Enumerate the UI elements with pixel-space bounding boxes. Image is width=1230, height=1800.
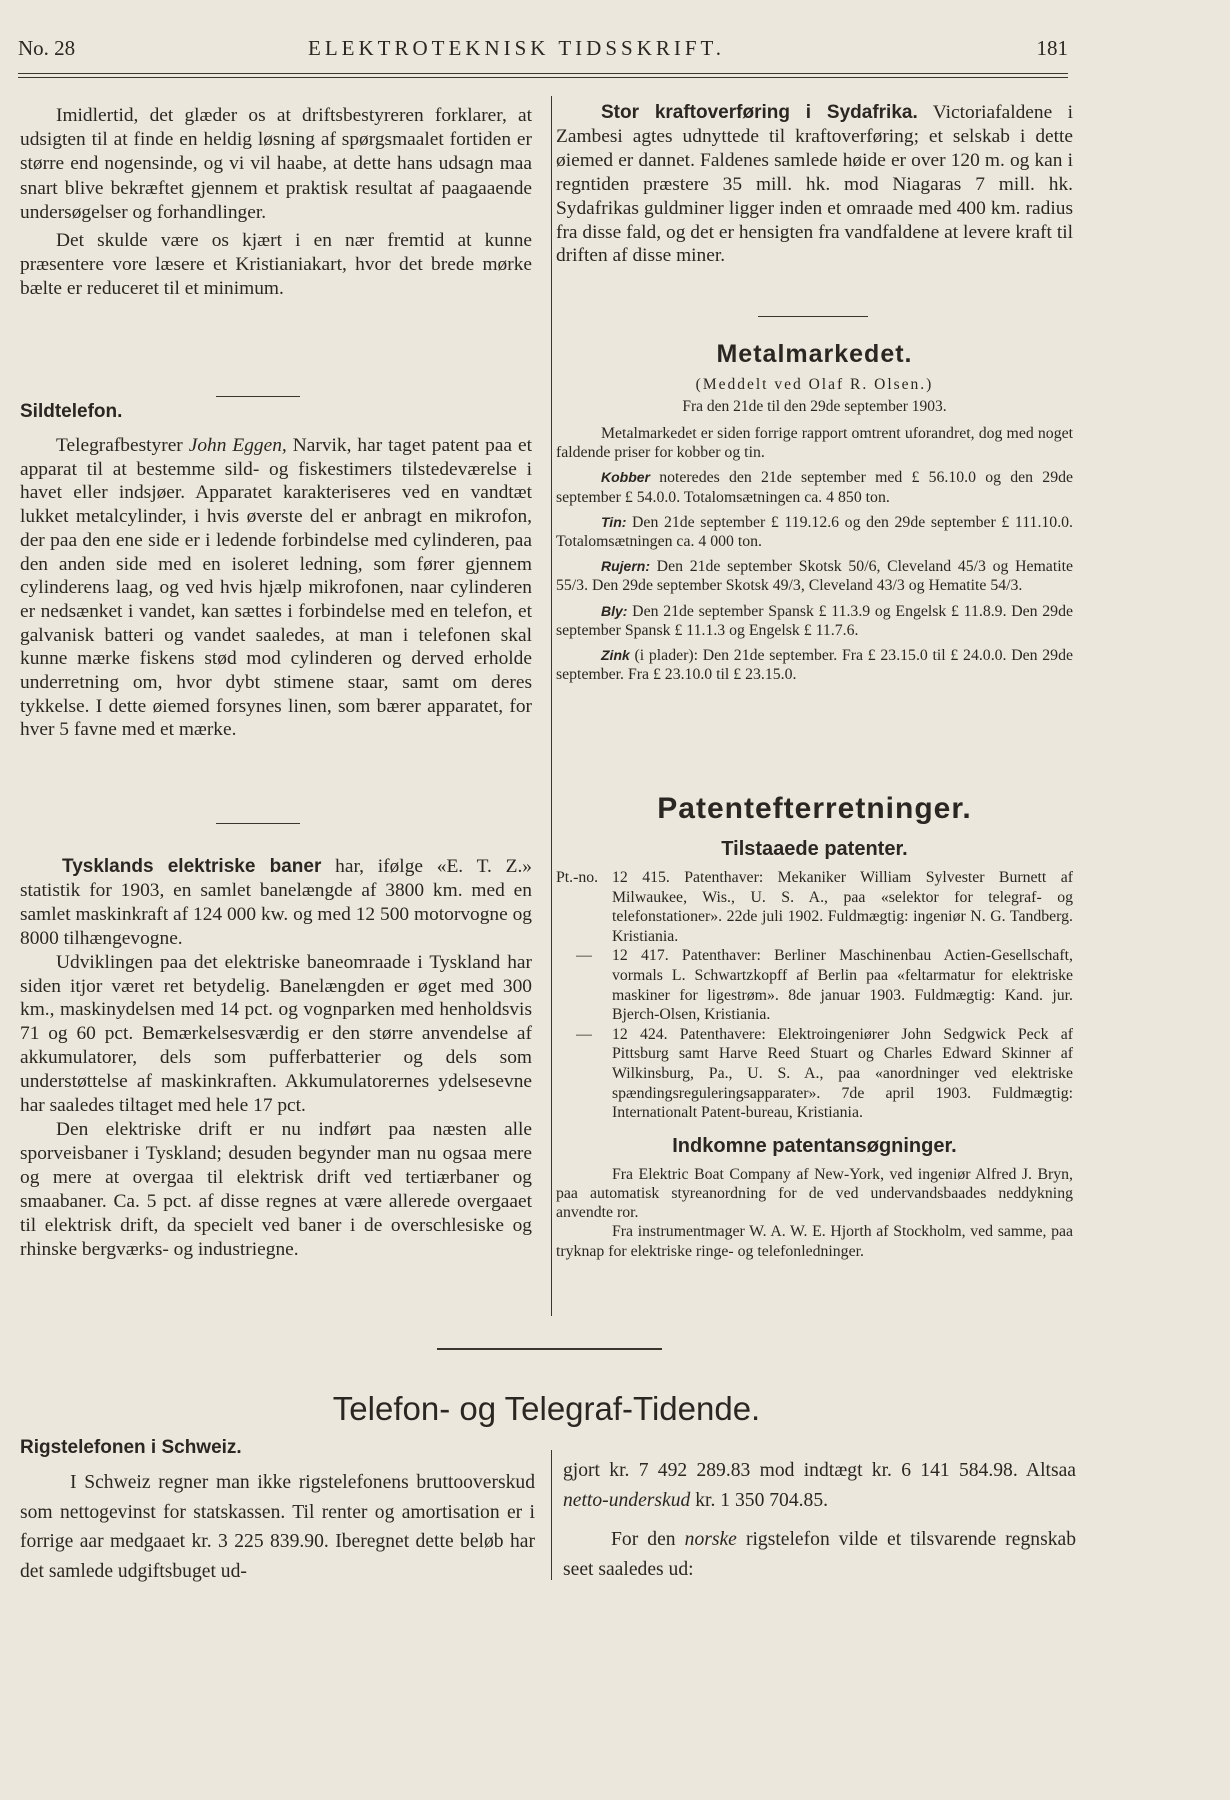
norske-text-b: rigstelefon vilde et tilsvarende regnskab seet saaledes ud: bbox=[563, 1529, 1076, 1580]
column-divider bbox=[551, 1450, 552, 1580]
bly-label: Bly: bbox=[601, 602, 628, 619]
intro-paragraph: Imidlertid, det glæder os at driftsbestyreren forklarer, at udsigten til at finde en heldig løsning af spørgsmaalet fortiden er større end nogensinde, og vi vil haabe, at dette hans udsagn maa snart blive bekræftet gjennem et praktisk resultat af paagaaende undersøgelser og forhandlinger. bbox=[20, 105, 532, 223]
bly-entry bbox=[556, 602, 1073, 640]
norske-word: norske bbox=[684, 1529, 737, 1551]
kobber-entry bbox=[556, 468, 1073, 506]
zink-entry bbox=[556, 646, 1073, 684]
norske-text-a: For den bbox=[611, 1529, 685, 1551]
left-column bbox=[20, 104, 532, 302]
tyskland-paragraph-1 bbox=[20, 855, 532, 951]
kobber-label: Kobber bbox=[601, 469, 650, 486]
indkomne-paragraph-1: Fra Elektric Boat Company af New-York, ved ingeniør Alfred J. Bryn, paa automatisk styreanordning for de ved undervandsbaades neddykning anvendte ror. bbox=[556, 1165, 1073, 1222]
sildtelefon-article bbox=[20, 400, 532, 742]
patent-label: Pt.-no. bbox=[556, 869, 599, 886]
patent-entry bbox=[556, 1025, 1073, 1123]
rujern-label: Rujern: bbox=[601, 558, 650, 575]
patent-section bbox=[556, 790, 1073, 1261]
metalmarkedet-title: Metalmarkedet. bbox=[716, 340, 913, 368]
tin-text: Den 21de september £ 119.12.6 og den 29de september £ 111.10.0. Totalomsætningen ca. 4 000 ton. bbox=[556, 513, 1073, 551]
rujern-text: Den 21de september Skotsk 50/6, Cleveland 45/3 og Hematite 55/3. Den 29de september Skotsk 49/3, Cleveland 43/3 og Hematite 54/3. bbox=[556, 558, 1073, 595]
norske-paragraph bbox=[563, 1525, 1076, 1584]
sydafrika-paragraph bbox=[556, 101, 1073, 268]
patent-label: — bbox=[576, 947, 592, 965]
sildtelefon-text-b: Narvik, har taget patent paa et apparat til at bestemme sild- og fiskestimers tilstedeværelse i havet eller indsjøer. Apparatet karakteriseres ved en vandtæt lukket metalcylinder, i hvis øverste del er anbragt en mikrofon, der paa den ene side er i ledende forbindelse med cylinderen, paa den anden side med en isoleret ledning, som fører gjennem cylinderens laag, og ved hvis hjælp mikrofonen, naar cylinderen er nedsænket i vandet, kan sættes i forbindelse med en telefon, et galvanisk batteri og vandet saaledes, at man i telefonen skal kunne mærke fiskens stød mod cylinderen og derved erholde underretning om, hvor dybt stimene staar, samt om deres tykkelse. I dette øiemed forsynes linen, som bærer apparatet, for hver 5 favne med et mærke. bbox=[20, 435, 532, 741]
tin-label: Tin: bbox=[601, 513, 627, 530]
netto-underskud: netto-underskud bbox=[563, 1489, 691, 1511]
divider bbox=[216, 396, 300, 397]
tyskland-paragraph-2: Udviklingen paa det elektriske baneomraade i Tyskland har siden itjor været ret betydelig. Banelængden er øget med 300 km., maskinydelsen med 14 pct. og vognparken med henholdsvis 71 og 60 pct. Bemærkelsesværdig er den større anvendelse af akkumulatorer, dels som pufferbatterier og dels som understøttelse af maskinkraften. Akkumulatorernes ydelsesevne har saaledes tiltaget med hele 17 pct. bbox=[20, 951, 532, 1117]
metalmarkedet-byline: (Meddelt ved Olaf R. Olsen.) bbox=[695, 376, 934, 393]
tyskland-heading: Tysklands elektriske baner bbox=[62, 856, 322, 877]
sydafrika-article bbox=[556, 101, 1073, 268]
patent-label: — bbox=[576, 1025, 592, 1043]
telefon-tidende-section bbox=[20, 1388, 1073, 1430]
metal-intro: Metalmarkedet er siden forrige rapport omtrent uforandret, dog med noget faldende priser for kobber og tin. bbox=[556, 425, 1073, 462]
kristiania-paragraph: Det skulde være os kjært i en nær fremtid at kunne præsentere vore læsere et Kristianiakart, hvor det brede mørke bælte er reduceret til et minimum. bbox=[20, 230, 532, 300]
inventor-name: John Eggen, bbox=[188, 435, 287, 456]
sildtelefon-heading: Sildtelefon. bbox=[20, 401, 123, 422]
telefon-tidende-title: Telefon- og Telegraf-Tidende. bbox=[332, 1390, 761, 1427]
patentefterretninger-title: Patentefterretninger. bbox=[657, 792, 972, 825]
sydafrika-heading: Stor kraftoverføring i Sydafrika. bbox=[601, 102, 918, 123]
bly-text: Den 21de september Spansk £ 11.3.9 og Engelsk £ 11.8.9. Den 29de september Spansk £ 11.1.3 og Engelsk £ 11.7.6. bbox=[556, 602, 1073, 639]
metalmarkedet-section bbox=[556, 338, 1073, 684]
divider bbox=[758, 316, 868, 317]
tyskland-article bbox=[20, 855, 532, 1261]
rujern-entry bbox=[556, 557, 1073, 595]
section-rule bbox=[437, 1348, 662, 1350]
journal-title: ELEKTROTEKNISK TIDSSKRIFT. bbox=[308, 36, 726, 60]
rigstelefon-text-b: kr. 1 350 704.85. bbox=[690, 1489, 829, 1511]
tilstaaede-title: Tilstaaede patenter. bbox=[721, 838, 908, 860]
page-header bbox=[18, 30, 1068, 64]
zink-label: Zink bbox=[601, 647, 630, 664]
sildtelefon-text-a: Telegrafbestyrer bbox=[56, 435, 189, 456]
patent-text: 12 417. Patenthaver: Berliner Maschinenbau Actien-Gesellschaft, vormals L. Schwartzkopff af Berlin paa «feltarmatur for elektriske maskiner for ligestrøm». 8de januar 1903. Fuldmægtig: Kand. jur. Bjerch-Olsen, Kristiania. bbox=[612, 947, 1073, 1024]
patent-text: 12 415. Patenthaver: Mekaniker William Sylvester Burnett af Milwaukee, Wis., U. S. A., paa «selektor for telegraf- og telefonstationer». 22de juli 1902. Fuldmægtig: ingeniør N. G. Tandberg. Kristiania. bbox=[612, 869, 1073, 945]
divider bbox=[216, 823, 300, 824]
rigstelefon-right bbox=[563, 1456, 1076, 1584]
tyskland-text: har, ifølge «E. T. Z.» statistik for 1903, en samlet banelængde af 3800 km. med en samlet maskinkraft af 124 000 kw. og med 12 500 motorvogne og 8000 tilhængevogne. bbox=[20, 856, 533, 949]
indkomne-title: Indkomne patentansøgninger. bbox=[672, 1134, 957, 1157]
column-divider bbox=[551, 96, 552, 1316]
rigstelefon-left bbox=[20, 1436, 535, 1586]
rigstelefon-paragraph: I Schweiz regner man ikke rigstelefonens bruttooverskud som nettogevinst for statskassen. Til renter og amortisation er i forrige aar medgaaet kr. 3 225 839.90. Iberegnet dette beløb har det samlede udgiftsbuget ud- bbox=[20, 1472, 535, 1582]
indkomne-paragraph-2: Fra instrumentmager W. A. W. E. Hjorth af Stockholm, ved samme, paa tryknap for elektriske ringe- og telefonledninger. bbox=[556, 1223, 1073, 1260]
tyskland-paragraph-3: Den elektriske drift er nu indført paa næsten alle sporveisbaner i Tyskland; desuden begynder man nu ogsaa mere og mere at overgaa til elektrisk drift ved tertiærbaner og smaabaner. Ca. 5 pct. af disse regnes at være allerede overgaaet til elektrisk drift, da specielt ved baner i de overschlesiske og rhinske bergværks- og industriegne. bbox=[20, 1118, 532, 1260]
sydafrika-text: Victoriafaldene i Zambesi agtes udnyttede til kraftoverføring; et selskab i dette øiemed er dannet. Faldenes samlede høide er over 120 m. og kan i regntiden præstere 35 mill. hk. mod Niagaras 7 mill. hk. Sydafrikas guldminer ligger inden et omraade med 400 km. radius fra disse fald, og det er hensigten fra vandfaldene at levere kraft til driften af disse miner. bbox=[556, 102, 1073, 267]
rigstelefon-heading: Rigstelefonen i Schweiz. bbox=[20, 1437, 242, 1458]
metalmarkedet-dates: Fra den 21de til den 29de september 1903. bbox=[682, 398, 947, 415]
tin-entry bbox=[556, 513, 1073, 551]
patent-text: 12 424. Patenthavere: Elektroingeniører John Sedgwick Peck af Pittsburg samt Harve Reed Stuart og Charles Edward Skinner af Wilkinsburg, Pa., U. S. A., paa «anordninger ved elektriske spændingsreguleringsapparater». 7de april 1903. Fuldmægtig: Internationalt Patent-bureau, Kristiania. bbox=[612, 1025, 1073, 1122]
sildtelefon-paragraph bbox=[20, 434, 532, 742]
zink-text: (i plader): Den 21de september. Fra £ 23.15.0 til £ 24.0.0. Den 29de september. Fra £ 23.10.0 til £ 23.15.0. bbox=[556, 647, 1073, 684]
issue-number: No. 28 bbox=[18, 36, 76, 60]
kobber-text: noteredes den 21de september med £ 56.10.0 og den 29de september £ 54.0.0. Totalomsætningen ca. 4 850 ton. bbox=[556, 469, 1073, 506]
header-rule bbox=[18, 73, 1068, 78]
patent-entry bbox=[556, 946, 1073, 1024]
patent-list bbox=[556, 868, 1073, 1123]
patent-entry bbox=[556, 868, 1073, 946]
page-number: 181 bbox=[1036, 36, 1068, 60]
rigstelefon-text-a: gjort kr. 7 492 289.83 mod indtægt kr. 6 141 584.98. Altsaa bbox=[563, 1460, 1076, 1481]
rigstelefon-continued bbox=[563, 1456, 1076, 1515]
